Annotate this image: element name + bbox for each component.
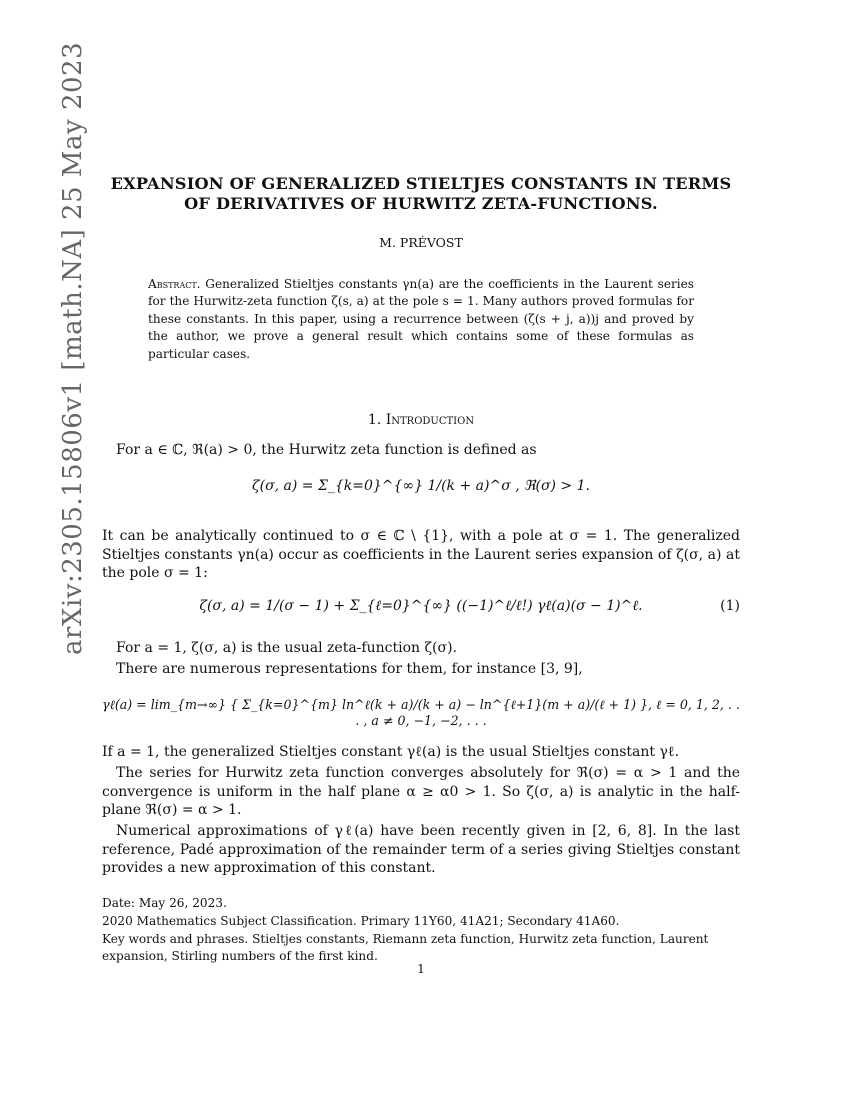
footnote-date: Date: May 26, 2023. — [102, 896, 227, 910]
paper-title — [102, 174, 740, 214]
page-number: 1 — [417, 962, 425, 976]
arxiv-sidebar-stamp — [28, 41, 88, 655]
paragraph-7: Numerical approximations of γℓ(a) have been recently given in [2, 6, 8]. In the last reference, Padé approximation of the remainder term of a series giving Stieltjes constant provides a new approximation of this constant. — [102, 823, 740, 877]
equation-hurwitz-zeta: ζ(σ, a) = Σ_{k=0}^{∞} 1/(k + a)^σ , ℜ(σ) > 1. — [252, 478, 590, 494]
paragraph-2: It can be analytically continued to σ ∈ ℂ \ {1}, with a pole at σ = 1. The generalized Stieltjes constants γn(a) occur as coefficients in the Laurent series expansion of ζ(σ, a) at the pole σ = 1: — [102, 528, 740, 582]
abstract-text: Generalized Stieltjes constants γn(a) are the coefficients in the Laurent series for the Hurwitz-zeta function ζ(s, a) at the pole s = 1. Many authors proved formulas for these constants. In this paper, using a recurrence between (ζ(s + j, a))j and proved by the author, we prove a general result which contains some of these formulas as particular cases. — [148, 277, 694, 361]
title-line-2: OF DERIVATIVES OF HURWITZ ZETA-FUNCTIONS. — [184, 194, 658, 213]
abstract — [148, 276, 694, 363]
equation-laurent-series — [102, 598, 740, 615]
section-title: 1. Introduction — [367, 412, 475, 428]
paragraph-6: The series for Hurwitz zeta function converges absolutely for ℜ(σ) = α > 1 and the convergence is uniform in the half plane α ≥ α0 > 1. So ζ(σ, a) is analytic in the half-plane ℜ(σ) = α > 1. — [102, 765, 740, 819]
paragraph-1: For a ∈ ℂ, ℜ(a) > 0, the Hurwitz zeta function is defined as — [116, 442, 537, 458]
paragraph-5: If a = 1, the generalized Stieltjes constant γℓ(a) is the usual Stieltjes constant γℓ. — [102, 744, 680, 760]
equation-stieltjes-limit: γℓ(a) = lim_{m→∞} { Σ_{k=0}^{m} ln^ℓ(k + a)/(k + a) − ln^{ℓ+1}(m + a)/(ℓ + 1) }, ℓ = 0, 1, 2, . . . , a ≠ 0, −1, −2, . . . — [102, 697, 740, 728]
footnote-msc: 2020 Mathematics Subject Classification. Primary 11Y60, 41A21; Secondary 41A60. — [102, 914, 620, 928]
footnote-keywords: Key words and phrases. Stieltjes constants, Riemann zeta function, Hurwitz zeta function, Laurent expansion, Stirling numbers of the first kind. — [102, 932, 709, 963]
equation-number: (1) — [720, 598, 740, 614]
equation-1-body: ζ(σ, a) = 1/(σ − 1) + Σ_{ℓ=0}^{∞} ((−1)^ℓ/ℓ!) γℓ(a)(σ − 1)^ℓ. — [199, 598, 643, 614]
paragraph-4: There are numerous representations for them, for instance [3, 9], — [116, 661, 583, 677]
title-line-1: EXPANSION OF GENERALIZED STIELTJES CONSTANTS IN TERMS — [110, 174, 732, 193]
paragraph-3: For a = 1, ζ(σ, a) is the usual zeta-function ζ(σ). — [116, 640, 457, 656]
abstract-label: Abstract. — [148, 277, 201, 291]
arxiv-id: arXiv:2305.15806v1 [math.NA] 25 May 2023 — [58, 41, 88, 655]
author: M. PRÉVOST — [379, 235, 463, 250]
